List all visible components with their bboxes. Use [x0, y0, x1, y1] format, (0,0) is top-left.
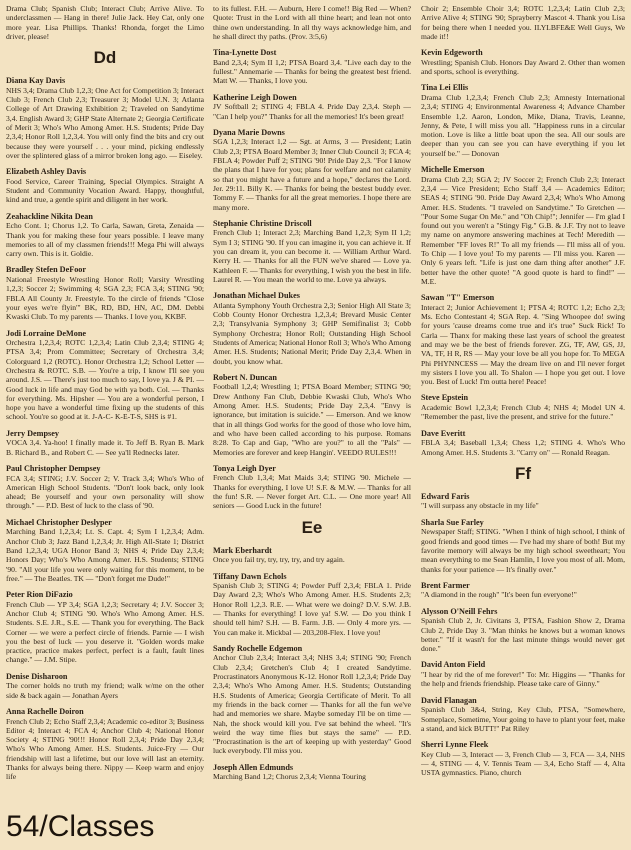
- student-bio: Once you fail try, try, try, try, and try again.: [213, 555, 345, 565]
- student-bio: VOCA 3,4. Ya-hoo! I finally made it. To Jeff B. Ryan B. Mark B. Richard B., and Robert C. — See ya'll Rednecks later.: [6, 438, 204, 457]
- student-entry: [6, 76, 204, 160]
- student-name: Kevin Edgeworth: [421, 48, 483, 58]
- student-name: Zeahackline Nikita Dean: [6, 211, 93, 221]
- student-entry: [421, 48, 625, 76]
- student-bio: Academic Bowl 1,2,3,4; French Club 4; NHS 4; Model UN 4. "Remember the past, live the present, and strive for the future.": [421, 403, 625, 422]
- student-entry: [421, 581, 625, 600]
- student-entry: [213, 763, 411, 782]
- student-bio: Key Club — 3, Interact — 3, French Club — 3, FCA — 3,4, NHS — 4, STING — 4, V. Tennis Team — 3,4, Echo Staff — 4, Alta USTA gymnastics. Piano, church: [421, 749, 625, 778]
- student-bio: FBLA 3,4; Baseball 1,3,4; Chess 1,2; STING 4. Who's Who Among Amer. H.S. Students 3. "Carry on" — Ronald Reagan.: [421, 438, 625, 457]
- student-name: Michael Christopher Deslyper: [6, 517, 112, 527]
- student-bio: Orchestra 1,2,3,4; ROTC 1,2,3,4; Latin Club 2,3,4; STING 4; PTSA 3,4; Prom Committee; Secretary of Orchestra 3,4; Colorguard 1,2 (ROTC). Honor Orchestra 1,2; School Letter — Orchestra & ROTC. S.B. — You're a trip, I know I'll see you around. J.S. — There's just too much to say, I love ya. J & PI. — Good luck in life and may God be with ya both. Col. — Thanks for everything. Ms. Hipsher — You are a wonderful person, I hope you have a wonderful time fixing up the students of this school. You're so good at it. J-A-C- K-E-T-S, SHS is #1.: [6, 338, 204, 422]
- student-bio: Spanish Club 3&4, String, Key Club, PTSA, "Somewhere, Someplace, Sometime, Your going to have to plant your feet, make a stand, and kick BUTT!" Pat Riley: [421, 705, 625, 733]
- student-entry: [6, 429, 204, 457]
- student-entry: [213, 48, 411, 85]
- page-footer: 54/Classes: [6, 810, 155, 843]
- student-name: Bradley Stefen DeFoor: [6, 265, 87, 275]
- column-2: [213, 4, 411, 812]
- student-entry: [421, 740, 625, 777]
- student-name: Denise Disharoon: [6, 671, 68, 681]
- student-name: Peter Rion DiFazio: [6, 590, 73, 600]
- student-name: Steve Epstein: [421, 393, 469, 403]
- student-name: Sandy Rochelle Edgemon: [213, 643, 303, 653]
- student-entry: [213, 219, 411, 284]
- student-bio: Drama Club 2,3; SGA 2; JV Soccer 2; French Club 2,3; Interact 2,3,4 — Vice President; Echo Staff 3,4 — Academics Editor; SEAS 4; STING '90. Pride Day Award 2,3,4; Who's Who Among Amer. H.S. Students. "I traveled on Sandytime." To Gretchen — "Pour Some Sugar On Me." and "Oh Chip!"; Jennifer — I'm glad I found out you weren't a "Stingy Fig." G.B. & J.F. Try not to leave my name on anymore answering machines at Tech! Meredith — Remember "FF loves R!" To all my friends — I'll miss all of you. To Chip — I love you! To my parents — I'll miss you. Karen — Only 6 years left. "Life is just one darn thing after another" J.F. better have the other quote! "A good quote is hard to find!" — M.E.: [421, 174, 625, 286]
- student-name: Elizabeth Ashley Davis: [6, 167, 87, 177]
- student-entry: [6, 590, 204, 665]
- student-name: Dyana Marie Downs: [213, 127, 285, 137]
- student-bio: SGA 1,2,3; Interact 1,2 — Sgt. at Arms, 3 — President; Latin Club 2,3; PTSA Board Member 3; Inner Club Council 3; FCA 4; FBLA 4; Powder Puff 2; STING '90! Pride Day 2,3. "For I know the plans that I have for you; plans for welfare and not calamity so that you might have a future and a hope," declares the Lord. Jer. 29:11. Billy K. — Thanks for being the bestest buddy ever. Tommy F. — Thanks for all the great memories. I hope there are many more.: [213, 137, 411, 212]
- student-entry: [421, 696, 625, 733]
- student-entry: [213, 546, 411, 565]
- student-name: Tonya Leigh Dyer: [213, 463, 276, 473]
- student-name: Jerry Dempsey: [6, 428, 59, 438]
- student-bio: National Freestyle Wrestling Honor Roll; Varsity Wrestling 1,2,3; Soccer 2; Swimming 4; SGA 2,3; FCA 3,4; STING '90; FBLA All County Jr. Freestyle. To the circle of friends "Close your eyes we're flyin'" BK, RD, BD, HN, AC, DM. Debbi Kwaski Club. To my parents — Thanks. I love you, KKBF.: [6, 275, 204, 322]
- student-name: Alysson O'Neill Fehrs: [421, 606, 498, 616]
- student-name: Dave Everitt: [421, 428, 466, 438]
- student-entry: [421, 165, 625, 286]
- student-name: Sawan "T" Emerson: [421, 293, 495, 303]
- student-bio: "I will surpass any obstacle in my life": [421, 501, 539, 511]
- student-name: Sharla Sue Farley: [421, 517, 484, 527]
- student-bio: French Club 1; Interact 2,3; Marching Band 1,2,3; Sym II 1,2; Sym I 3; STING '90. If you can imagine it, you can achieve it. If you can dream it, you can become it. — William Arthur Ward. Kerry H. — Thanks for all the FUN we've shared — Love ya. Kathleen F. — Thanks for everything, I wish you the best in life. Laurel R. — You mean the world to me. Love ya always.: [213, 228, 411, 284]
- student-entry: [6, 4, 204, 41]
- student-bio: Spanish Club 3; STING 4; Powder Puff 2,3,4; FBLA 1. Pride Day Award 2,3; Who's Who Among Amer. H.S. Students 2,3; Honor Roll 1,2,3. R.E. — What were we doing? D.V. S.W. J.B. — Thanks for everything! I love ya! S.W. — Do you think I should tell him? S.H. — B. Farm. J.B. — Only 4 more yrs. — You can make it. Mickbal — 203,208-Flex. I love you!: [213, 581, 411, 637]
- student-entry: [213, 291, 411, 366]
- student-entry: [421, 660, 625, 688]
- student-entry: [421, 429, 625, 457]
- student-entry: [6, 212, 204, 259]
- student-name: David Anton Field: [421, 660, 486, 670]
- student-bio: Newspaper Staff; STING. "When I think of high school, I think of good friends and good times — I've had my share of both! But my favorite memory will always be my high school sweetheart; You mean everything to me Sean Hamlin, I love you most of all. Mom, thanks for your patience — It's finally over.": [421, 527, 625, 574]
- student-name: Michelle Emerson: [421, 165, 485, 175]
- student-entry: [213, 93, 411, 121]
- student-name: Tina-Lynette Dost: [213, 48, 277, 58]
- student-entry: [421, 4, 625, 41]
- student-bio: Marching Band 1,2; Chorus 2,3,4; Vienna Touring: [213, 772, 366, 782]
- student-name: Joseph Allen Edmunds: [213, 762, 294, 772]
- student-bio: to its fullest. F.H. — Auburn, Here I come!! Big Red — When? Quote: Trust in the Lord with all thine heart; and lean not onto thine own understanding. In all thy ways acknowledge him, and he shall direct thy paths. (Prov. 3:5,6): [213, 4, 411, 41]
- student-entry: [213, 464, 411, 511]
- student-bio: French Club — YP 3,4; SGA 1,2,3; Secretary 4; J.V. Soccer 3; Anchor Club 4; STING '90. Who's Who Among Amer. H.S. Students. S.E. J.R., S.E. — Thank you for everything. The Back Corner — we were a perfect circle of friends. Parnie — I wish you the best of luck — you deserve it. "Golden words make practice, practice makes perfect, perfect is a fault, fault lines change." — J.M. Stipe.: [6, 599, 204, 665]
- student-entry: [213, 4, 411, 41]
- student-bio: "I hear by rid the of me forever!" To: Mr. Higgins — "Thanks for the help and friends friendship. Please take care of Ginny.": [421, 670, 625, 689]
- student-bio: Football 1,2,4; Wrestling 1; PTSA Board Member; STING '90; Drew Anthony Fan Club, Debbie Kwaski Club, Who's Who Among Amer. H.S. Students; Pride Day 2,3,4. "Envy is ignorance, but imitation is suicide." — Emerson. And we know that in all things God works for the good of those who love him, and who have been called according to his purpose. Romans 8:28. To Cap and Gap, "Who are you?" to all the "Pals" — Memories are forever and keep Hangin'. VEEDO RULES!!!: [213, 382, 411, 457]
- section-letter: Ff: [514, 463, 532, 483]
- student-entry: [6, 707, 204, 782]
- student-bio: NHS 3,4; Drama Club 1,2,3; One Act for Competition 3; Interact Club 3; French Club 2,3; Treasurer 3; Model U.N. 3; Atlanta College of Art Drawing Exhibition 2; Traveled on Sandytime 3,4. English Award 3; GHP State Alternate 2; Georgia Certificate of Merit 3; Who's Who Among Amer. H.S. Students; Pride Day 2,3,4; Honor Roll 1,2,3,4. You will only find the bits and cry out because they were yourself . . . your mind, picking endlessly over the splintered glass of a mirror broken long ago. — Eiseley.: [6, 85, 204, 160]
- student-entry: [6, 265, 204, 321]
- section-letter: Ee: [301, 517, 323, 537]
- student-bio: Food Service, Career Training, Special Olympics. Straight A Student and Community Vocation Award. Happy, thoughtful, kind and true, a gentle spirit and diligent in her work.: [6, 176, 204, 205]
- student-entry: [421, 492, 625, 511]
- student-bio: Marching Band 1,2,3,4; Lt. S. Capt. 4; Sym I 1,2,3,4; Adm. Anchor Club 3; Jazz Band 1,2,3,4; Jr. High All-State 1; District Band 1,2,3,4; UGA Honor Band 3; NHS 4; Pride Day 2,3,4; Honors Day; Who's Who Among Amer. H.S. Students; STING '90. "All your life you were only waiting for this moment, to be free." — The Beatles. TK — "Don't forget me Dude!": [6, 527, 204, 583]
- student-bio: French Club 1,3,4; Mat Maids 3,4; STING '90. Michele — Thanks for everything, I love U! S.F. & M.W. — Thanks for all the fun! S.R. — Never forget Art. C.L. — One more year! All seniors — Good Luck in the future!: [213, 473, 411, 511]
- student-name: Anna Rachelle Doiron: [6, 706, 84, 716]
- student-name: Mark Eberhardt: [213, 545, 272, 555]
- section-letter: Dd: [93, 48, 117, 68]
- student-name: Katherine Leigh Dowen: [213, 92, 297, 102]
- student-bio: Choir 2; Ensemble Choir 3,4; ROTC 1,2,3,4; Latin Club 2,3; Arrive Alive 4; STING '90; Sprayberry Mascot 4. Thank you Lisa for being there when I needed you. ILYLBFE&E Well Guys, We made it!!: [421, 4, 625, 41]
- student-entry: [213, 572, 411, 637]
- student-bio: Wrestling; Spanish Club. Honors Day Award 2. Other than women and sports, school is everything.: [421, 57, 625, 77]
- student-entry: [6, 464, 204, 511]
- student-name: Sherri Lynne Fleek: [421, 740, 489, 750]
- student-entry: [421, 393, 625, 421]
- student-name: Brent Farmer: [421, 580, 470, 590]
- student-bio: JV Softball 2; STING 4; FBLA 4. Pride Day 2,3,4. Steph — "Can I help you?" Thanks for all the memories! It's been great!: [213, 102, 411, 121]
- student-bio: "A diamond in the rough" "It's been fun everyone!": [421, 590, 577, 600]
- student-name: Jonathan Michael Dukes: [213, 291, 300, 301]
- student-bio: Interact 2; Junior Achievement 1; PTSA 4; ROTC 1,2; Echo 2,3; Ms. Echo Contestant 4; SGA Rep. 4. "Sing Whoopee do! swing for yours 'cause dreams come true and it's true" Suck Rick! To Carla — Thanx for making these last years of school the greatest and may we be the best of friends forever. ZG, TF, AW, GS, JJ, VA, TF, H R, RS — May your love be all you hope for. To MEGA Phi PHYNNCESS — May the dream live on and I'll never forget my sisters I love you all. To Shalon — I hope you get out. I love you. Best of Luck! I'm outta here! Peace!: [421, 302, 625, 387]
- student-bio: Echo Cont. 1; Chorus 1,2. To Carla, Sawan, Greta, Zenaida — Thank you for making these four years possible. I leave many memories to all of my classmen friends!!! Mega Phi will always carry own. This is it. Goldie.: [6, 221, 204, 259]
- student-name: Tina Lei Ellis: [421, 83, 469, 93]
- student-name: Stephanie Christine Driscoll: [213, 218, 312, 228]
- student-name: Robert N. Duncan: [213, 372, 277, 382]
- student-name: Paul Christopher Dempsey: [6, 463, 101, 473]
- column-1: [6, 4, 204, 812]
- student-bio: Anchor Club 2,3,4; Interact 3,4; NHS 3,4; STING '90; French Club 2,3,4; Gretchen's Club 4; I created Sandytime. Procrastinators Anonymous K-12. Honor Roll 1,2,3,4; Pride Day 2,3,4; Who's Who Among Amer. H.S. Students; Outstanding H.S. Students of America; Georgia Certificate of Merit. To all my friends in the back corner — Thanks for all the fun we've had and memories we share. Maybe someday I'll be on time — Nah, the shock would kill you. I've sat behind the wheel. "It's weird the way time flies but stays the same" — P.D. "Procrastination is the art of keeping up with yesterday" Good luck everybody. I'll miss you.: [213, 653, 411, 756]
- student-entry: [6, 329, 204, 422]
- student-bio: FCA 3,4; STING; J.V. Soccer 2; V. Track 3,4; Who's Who of American High School Students. "Don't look back, only look ahead; Be yourself and your own personality will show through." — P.D. Best of luck to the class of '90.: [6, 473, 204, 511]
- student-bio: French Club 2; Echo Staff 2,3,4; Academic co-editor 3; Business Editor 4; Interact 4; FCA 4; Anchor Club 4; National Honor Society 4; STING '90!!! Honor Roll 2,3,4; Pride Day 2,3,4; Who's Who Among Amer. H.S. Students. Juice-Fry — Our friendship will last a lifetime, but our love will last an eternity. Thanks for always being there. Nippy — Keep warm and enjoy life: [6, 716, 204, 782]
- student-bio: Spanish Club 2, Jr. Civitans 3, PTSA, Fashion Show 2, Drama Club 2, Pride Day 3. "Man thinks he knows but a woman knows better." "If it wasn't for the last minute things would never get done.": [421, 616, 625, 654]
- student-bio: Band 2,3,4; Sym II 1,2; PTSA Board 3,4. "Live each day to the fullest." Annemarie — Thanks for being the greatest best friend. Matt W. — Thanks, I love you.: [213, 57, 411, 86]
- student-entry: [421, 607, 625, 654]
- student-bio: Atlanta Symphony Youth Orchestra 2,3; Senior High All State 3; Cobb County Honor Orchestra 1,2,3,4; Brevard Music Center 2,3; Transylvania Symphony 3; GHP Semifinalist 3; Cobb Symphony Orchestra; Honor Roll; Outstanding High School Students of America; National Honor Roll 3; Who's Who Among Amer. H.S. Students; National Merit; Pride Day 2,3,4. When in doubt, you know what.: [213, 300, 411, 366]
- student-bio: Drama Club; Spanish Club; Interact Club; Arrive Alive. To underclassmen — Hang in there! Julie Jack. Hey Cat, only one more year. Lisa Phillips. Thanks! Rhonda, forget the Limo driver, please!: [6, 4, 204, 41]
- student-entry: [421, 293, 625, 386]
- student-entry: [213, 644, 411, 756]
- student-name: Jodi Lorraine DeMone: [6, 328, 87, 338]
- student-entry: [6, 518, 204, 583]
- student-entry: [421, 83, 625, 158]
- student-name: Diana Kay Davis: [6, 76, 66, 86]
- student-name: David Flanagan: [421, 695, 477, 705]
- student-entry: [421, 518, 625, 574]
- column-3: [421, 4, 625, 812]
- student-name: Tiffany Dawn Echols: [213, 571, 287, 581]
- student-entry: [6, 167, 204, 204]
- student-bio: The corner holds no truth my friend; walk w/me on the other side & back again — Jonathan Ayers: [6, 681, 204, 700]
- student-entry: [6, 672, 204, 700]
- student-entry: [213, 128, 411, 212]
- student-name: Edward Faris: [421, 491, 470, 501]
- student-entry: [213, 373, 411, 457]
- student-bio: Drama Club 1,2,3,4; French Club 2,3; Amnesty International 2,3,4; STING 4; Environmental Awareness 4; Advance Chamber Ensemble 1,2. Aaron, London, Mike, Diana, Travis, Leanne, Jenny, & Pete, I will miss you all. "Happiness runs in a circular motion. Love is like a little boat upon the sea. All our souls are deeper than you can see you can have everything if you let yourself be." — Donovan: [421, 92, 625, 158]
